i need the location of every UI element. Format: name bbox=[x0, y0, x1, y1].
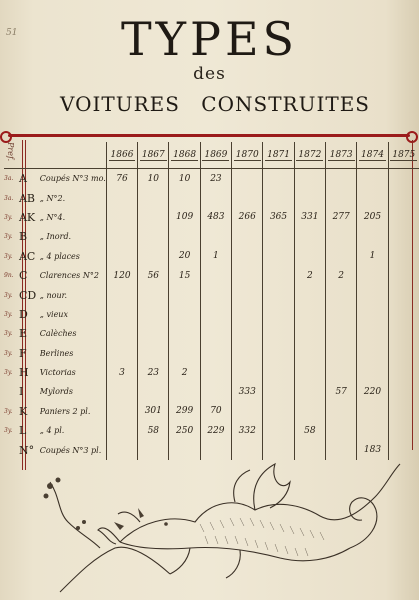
table-cell bbox=[388, 227, 419, 246]
row-type: Clarences N°2 bbox=[39, 271, 99, 281]
table-cell: 333 bbox=[232, 382, 263, 401]
table-cell bbox=[357, 421, 388, 440]
table-cell: 2 bbox=[294, 266, 325, 285]
table-cell: 2 bbox=[326, 266, 357, 285]
table-cell bbox=[263, 266, 294, 285]
row-code: AB bbox=[18, 191, 35, 205]
row-prefix: 3a. bbox=[4, 169, 17, 189]
row-type: „ vieux bbox=[39, 309, 68, 319]
year-label: 1868 bbox=[173, 149, 197, 160]
table-cell bbox=[294, 363, 325, 382]
table-cell bbox=[326, 421, 357, 440]
table-cell bbox=[357, 344, 388, 363]
table-cell bbox=[106, 421, 137, 440]
table-cell bbox=[294, 285, 325, 304]
row-prefix: 3y. bbox=[4, 252, 13, 260]
row-code: L bbox=[18, 424, 27, 438]
table-cell bbox=[263, 188, 294, 207]
year-header bbox=[232, 142, 263, 169]
table-cell bbox=[106, 188, 137, 207]
table-cell bbox=[169, 324, 200, 343]
row-prefix bbox=[4, 382, 17, 401]
year-label: 1874 bbox=[361, 149, 384, 160]
table-row bbox=[4, 208, 419, 227]
table-cell bbox=[263, 344, 294, 363]
table-cell: 332 bbox=[232, 421, 263, 440]
table-cell bbox=[106, 402, 137, 421]
table-cell bbox=[388, 188, 419, 207]
row-type: „ N°4. bbox=[39, 212, 66, 222]
table-cell bbox=[294, 402, 325, 421]
table-cell: 58 bbox=[294, 421, 325, 440]
table-cell bbox=[388, 285, 419, 304]
table-cell bbox=[106, 382, 137, 401]
row-prefix: 3y. bbox=[4, 233, 13, 241]
year-label: 1866 bbox=[110, 149, 134, 160]
row-code: E bbox=[18, 327, 27, 341]
table-cell bbox=[326, 305, 357, 324]
dragon-illustration bbox=[20, 452, 419, 600]
table-cell: 1 bbox=[200, 247, 231, 266]
table-cell bbox=[138, 247, 169, 266]
table-row bbox=[4, 382, 419, 401]
title-line3-left: VOITURES bbox=[60, 92, 180, 116]
title-main: TYPES bbox=[120, 12, 299, 66]
table-cell bbox=[357, 169, 388, 189]
table-cell bbox=[294, 188, 325, 207]
table-cell bbox=[294, 247, 325, 266]
table-row bbox=[4, 344, 419, 363]
table-cell bbox=[357, 266, 388, 285]
table-cell bbox=[138, 305, 169, 324]
table-cell: 277 bbox=[326, 208, 357, 227]
table-cell bbox=[106, 227, 137, 246]
table-cell bbox=[169, 305, 200, 324]
row-prefix: 9n. bbox=[4, 272, 14, 280]
row-type: „ 4 places bbox=[39, 251, 80, 261]
year-label: 1873 bbox=[329, 149, 353, 160]
row-code: I bbox=[18, 385, 24, 399]
table-cell bbox=[169, 227, 200, 246]
prefix-header: Pref. bbox=[5, 142, 15, 162]
table-cell bbox=[294, 382, 325, 401]
table-cell bbox=[106, 324, 137, 343]
table-cell bbox=[357, 227, 388, 246]
row-code: F bbox=[18, 346, 27, 360]
table-cell bbox=[232, 324, 263, 343]
table-cell bbox=[138, 324, 169, 343]
table-cell bbox=[200, 363, 231, 382]
table-cell bbox=[232, 266, 263, 285]
table-cell bbox=[232, 285, 263, 304]
table-cell: 10 bbox=[138, 169, 169, 189]
year-label: 1870 bbox=[235, 149, 259, 160]
table-cell: 1 bbox=[357, 247, 388, 266]
table-cell bbox=[388, 363, 419, 382]
table-cell bbox=[138, 227, 169, 246]
table-cell bbox=[294, 344, 325, 363]
table-cell bbox=[294, 227, 325, 246]
table-cell bbox=[200, 285, 231, 304]
table-cell bbox=[263, 227, 294, 246]
table-cell bbox=[263, 324, 294, 343]
table-cell bbox=[357, 305, 388, 324]
row-prefix bbox=[4, 440, 17, 459]
table-cell bbox=[232, 402, 263, 421]
table-cell bbox=[388, 402, 419, 421]
year-header bbox=[388, 142, 419, 169]
table-cell bbox=[232, 363, 263, 382]
row-type: Paniers 2 pl. bbox=[39, 406, 91, 416]
table-cell: 76 bbox=[106, 169, 137, 189]
table-cell: 70 bbox=[200, 402, 231, 421]
table-cell bbox=[263, 285, 294, 304]
table-cell bbox=[357, 324, 388, 343]
row-code: K bbox=[18, 404, 28, 418]
table-cell bbox=[232, 247, 263, 266]
table-row bbox=[4, 188, 419, 207]
table-cell bbox=[357, 285, 388, 304]
row-type: Mylords bbox=[39, 387, 73, 397]
row-code: B bbox=[18, 230, 28, 244]
table-cell bbox=[200, 324, 231, 343]
year-header bbox=[326, 142, 357, 169]
title-line3 bbox=[60, 92, 370, 116]
table-cell bbox=[169, 285, 200, 304]
table-row bbox=[4, 402, 419, 421]
table-cell: 3 bbox=[106, 363, 137, 382]
row-type: Calèches bbox=[39, 329, 77, 339]
year-label: 1869 bbox=[204, 149, 228, 160]
table-cell bbox=[138, 344, 169, 363]
table-cell bbox=[326, 285, 357, 304]
row-prefix: 3y. bbox=[4, 310, 13, 318]
table-cell: 57 bbox=[326, 382, 357, 401]
row-prefix: 3y. bbox=[4, 291, 13, 299]
ledger-table bbox=[4, 142, 419, 460]
table-cell bbox=[263, 247, 294, 266]
year-label: 1871 bbox=[267, 149, 290, 160]
year-header bbox=[106, 142, 137, 169]
table-cell bbox=[326, 363, 357, 382]
row-code: N° bbox=[18, 443, 35, 457]
table-cell: 20 bbox=[169, 247, 200, 266]
row-prefix: 3y. bbox=[4, 349, 13, 357]
row-code: C bbox=[18, 269, 28, 283]
table-cell bbox=[169, 344, 200, 363]
row-prefix: 3y. bbox=[4, 330, 13, 338]
table-cell bbox=[232, 188, 263, 207]
table-cell: 23 bbox=[138, 363, 169, 382]
table-cell bbox=[388, 247, 419, 266]
table-cell bbox=[388, 169, 419, 189]
table-cell bbox=[388, 266, 419, 285]
table-cell bbox=[388, 208, 419, 227]
table-cell bbox=[200, 344, 231, 363]
table-cell: 56 bbox=[138, 266, 169, 285]
code-header bbox=[17, 142, 40, 169]
table-cell bbox=[138, 188, 169, 207]
table-cell bbox=[357, 402, 388, 421]
row-prefix: 3y. bbox=[4, 213, 13, 221]
table-cell bbox=[357, 363, 388, 382]
table-cell: 299 bbox=[169, 402, 200, 421]
row-type: „ N°2. bbox=[39, 193, 66, 203]
row-prefix: 3y. bbox=[4, 369, 13, 377]
table-cell bbox=[263, 305, 294, 324]
table-cell: 229 bbox=[200, 421, 231, 440]
year-header bbox=[263, 142, 294, 169]
table-cell: 266 bbox=[232, 208, 263, 227]
table-cell bbox=[106, 208, 137, 227]
row-prefix: 3y. bbox=[4, 407, 13, 415]
year-header bbox=[138, 142, 169, 169]
table-cell: 15 bbox=[169, 266, 200, 285]
table-cell bbox=[200, 305, 231, 324]
row-type: „ nour. bbox=[39, 290, 68, 300]
page-number: 51 bbox=[6, 28, 18, 38]
table-cell: 250 bbox=[169, 421, 200, 440]
table-row bbox=[4, 324, 419, 343]
table-cell bbox=[326, 402, 357, 421]
red-divider bbox=[8, 134, 410, 137]
table-cell bbox=[326, 188, 357, 207]
table-cell bbox=[232, 169, 263, 189]
table-row bbox=[4, 169, 419, 189]
row-code: CD bbox=[18, 288, 37, 302]
table-cell bbox=[200, 188, 231, 207]
table-cell: 23 bbox=[200, 169, 231, 189]
row-code: D bbox=[18, 307, 28, 321]
table-cell bbox=[388, 421, 419, 440]
table-cell bbox=[232, 305, 263, 324]
header-row bbox=[4, 142, 419, 169]
table-row bbox=[4, 285, 419, 304]
table-cell bbox=[263, 169, 294, 189]
year-header bbox=[357, 142, 388, 169]
table-row bbox=[4, 266, 419, 285]
table-cell bbox=[357, 188, 388, 207]
table-cell bbox=[326, 344, 357, 363]
table-cell bbox=[326, 227, 357, 246]
table-cell: 301 bbox=[138, 402, 169, 421]
table-cell bbox=[232, 227, 263, 246]
table-cell bbox=[294, 305, 325, 324]
table-cell: 365 bbox=[263, 208, 294, 227]
table-cell: 331 bbox=[294, 208, 325, 227]
year-header bbox=[294, 142, 325, 169]
title-line3-right: CONSTRUITES bbox=[201, 92, 370, 116]
table-cell: 220 bbox=[357, 382, 388, 401]
table-row bbox=[4, 227, 419, 246]
table-cell bbox=[200, 266, 231, 285]
row-code: AK bbox=[18, 210, 36, 224]
table-cell: 205 bbox=[357, 208, 388, 227]
year-header bbox=[200, 142, 231, 169]
title-sub: des bbox=[193, 64, 226, 84]
table-row bbox=[4, 305, 419, 324]
year-label: 1875 bbox=[392, 149, 416, 160]
row-type: Coupés N°3 mo. bbox=[40, 169, 107, 189]
table-cell bbox=[263, 421, 294, 440]
table-cell bbox=[106, 305, 137, 324]
table-cell bbox=[200, 382, 231, 401]
table-cell bbox=[326, 324, 357, 343]
row-type: Berlines bbox=[39, 348, 74, 358]
table-cell: 10 bbox=[169, 169, 200, 189]
table-cell: 109 bbox=[169, 208, 200, 227]
table-cell bbox=[106, 247, 137, 266]
table-cell bbox=[388, 382, 419, 401]
table-cell bbox=[388, 344, 419, 363]
table-cell bbox=[294, 324, 325, 343]
year-label: 1872 bbox=[298, 149, 322, 160]
row-prefix: 3a. bbox=[4, 194, 14, 202]
row-type: Victorias bbox=[39, 368, 76, 378]
table-cell bbox=[263, 363, 294, 382]
table-cell bbox=[263, 382, 294, 401]
table-row bbox=[4, 247, 419, 266]
row-type: „ Inord. bbox=[39, 232, 72, 242]
row-code: AC bbox=[18, 249, 36, 263]
table-row bbox=[4, 363, 419, 382]
row-type: Coupés N°3 pl. bbox=[39, 445, 102, 455]
table-cell bbox=[106, 344, 137, 363]
year-header bbox=[169, 142, 200, 169]
table-cell bbox=[138, 208, 169, 227]
table-cell bbox=[200, 227, 231, 246]
table-row bbox=[4, 421, 419, 440]
table-cell bbox=[138, 382, 169, 401]
table-cell: 58 bbox=[138, 421, 169, 440]
table-cell bbox=[294, 169, 325, 189]
table-cell bbox=[138, 285, 169, 304]
table-cell: 483 bbox=[200, 208, 231, 227]
table-cell bbox=[263, 402, 294, 421]
table-cell bbox=[169, 188, 200, 207]
row-type: „ 4 pl. bbox=[39, 426, 65, 436]
table-cell bbox=[232, 344, 263, 363]
row-code: H bbox=[18, 366, 29, 380]
table-cell bbox=[388, 324, 419, 343]
row-code: A bbox=[17, 169, 40, 189]
table-cell bbox=[326, 169, 357, 189]
table-cell: 2 bbox=[169, 363, 200, 382]
year-label: 1867 bbox=[141, 149, 165, 160]
table-cell bbox=[388, 305, 419, 324]
row-prefix: 3y. bbox=[4, 427, 13, 435]
type-header bbox=[40, 142, 107, 169]
table-cell bbox=[169, 382, 200, 401]
table-cell: 120 bbox=[106, 266, 137, 285]
table-cell bbox=[326, 247, 357, 266]
table-cell bbox=[106, 285, 137, 304]
table-cell: 183 bbox=[357, 440, 388, 459]
